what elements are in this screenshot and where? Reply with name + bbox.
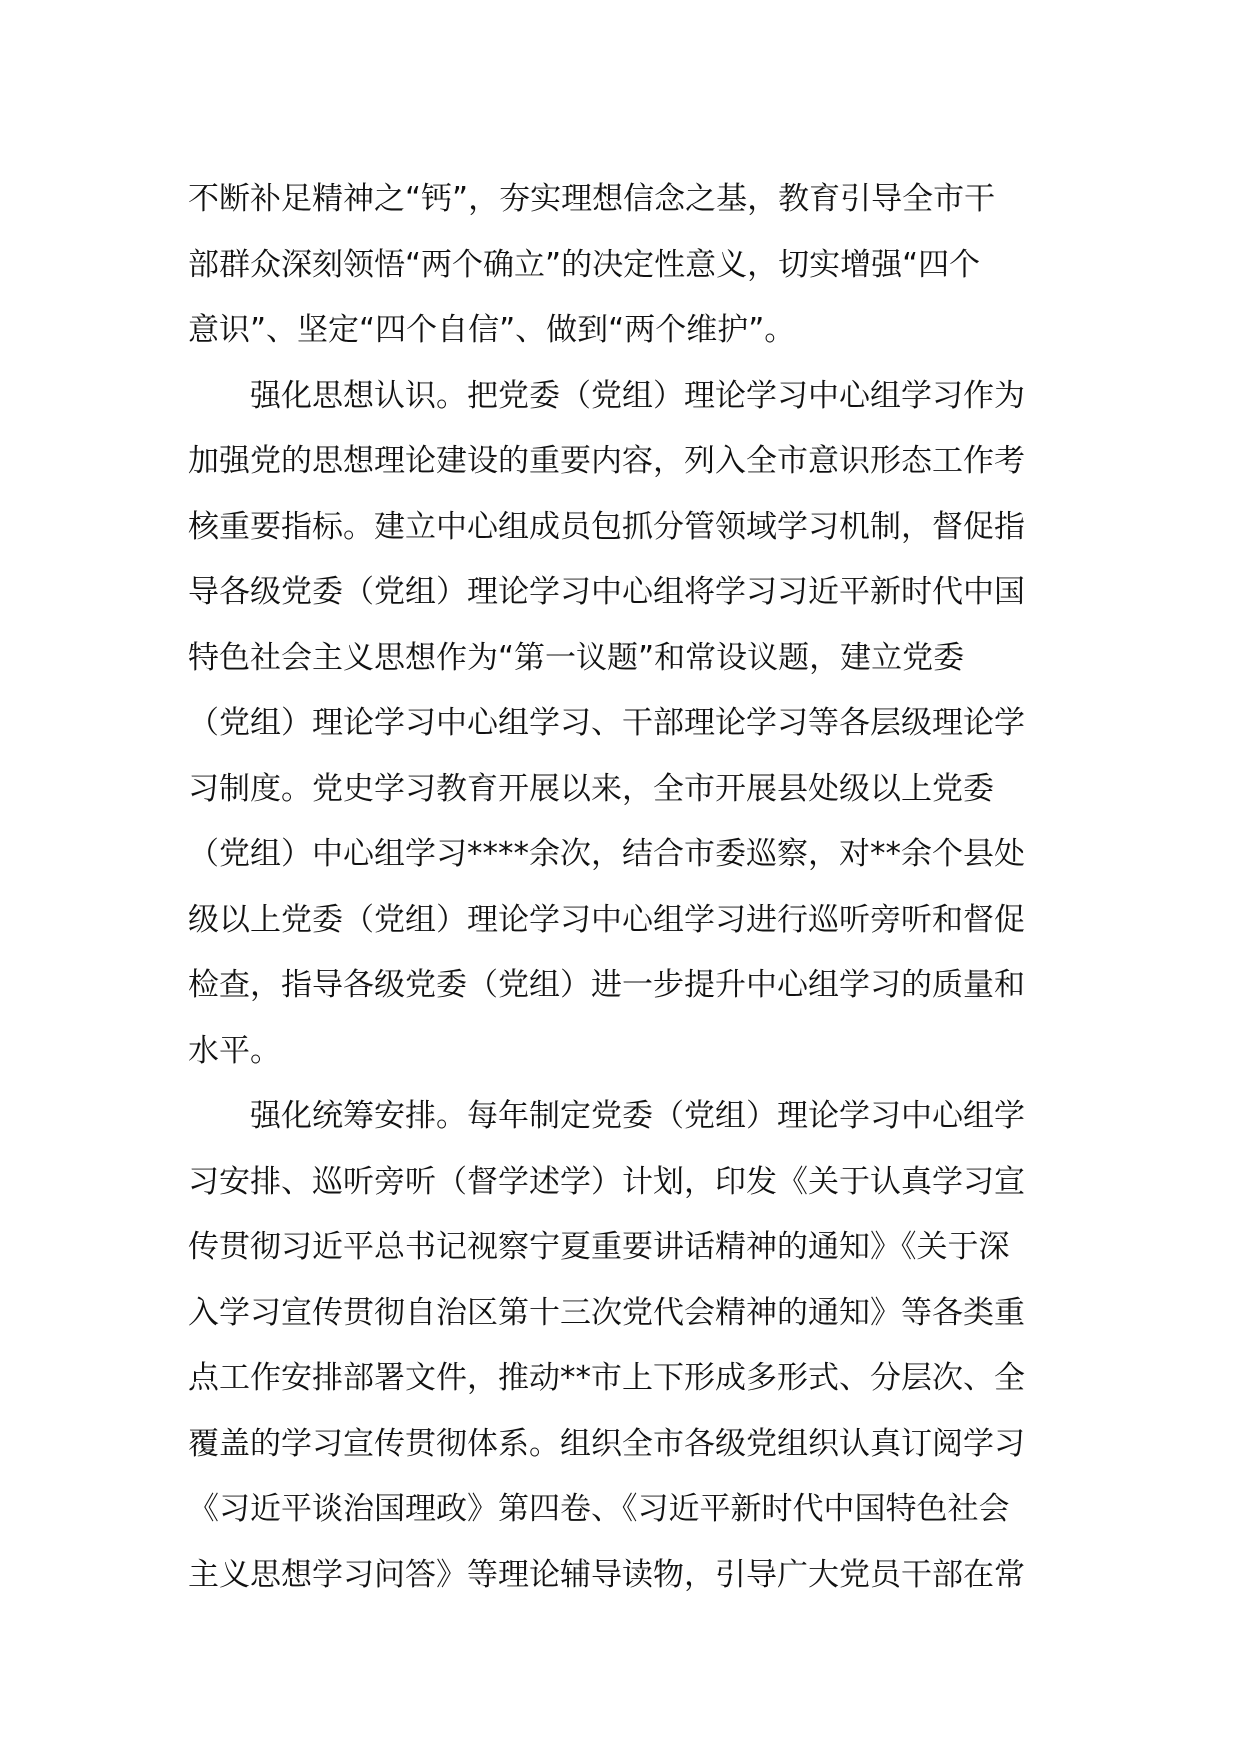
text-line: 加强党的思想理论建设的重要内容，列入全市意识形态工作考: [188, 443, 1025, 479]
text-line: 主义思想学习问答》等理论辅导读物，引导广大党员干部在常: [188, 1556, 1025, 1593]
text-line: 点工作安排部署文件，推动**市上下形成多形式、分层次、全: [188, 1360, 1025, 1396]
text-line: 习制度。党史学习教育开展以来，全市开展县处级以上党委: [188, 770, 994, 807]
text-line: 覆盖的学习宣传贯彻体系。组织全市各级党组织认真订阅学习: [188, 1425, 1025, 1462]
text-line: 意识”、坚定“四个自信”、做到“两个维护”。: [188, 312, 796, 348]
text-line: 《习近平谈治国理政》第四卷、《习近平新时代中国特色社会: [188, 1491, 1010, 1527]
text-line: 级以上党委（党组）理论学习中心组学习进行巡听旁听和督促: [188, 901, 1025, 938]
paragraph: [188, 1084, 1058, 1608]
text-line: 水平。: [188, 1032, 281, 1069]
text-line: 检查，指导各级党委（党组）进一步提升中心组学习的质量和: [188, 967, 1025, 1003]
paragraph: [188, 364, 1058, 1085]
paragraph: [188, 167, 1058, 364]
text-line: 强化统筹安排。每年制定党委（党组）理论学习中心组学: [250, 1098, 1025, 1134]
text-line: 核重要指标。建立中心组成员包抓分管领域学习机制，督促指: [188, 508, 1025, 545]
text-line: （党组）中心组学习****余次，结合市委巡察，对**余个县处: [188, 836, 1025, 872]
text-line: （党组）理论学习中心组学习、干部理论学习等各层级理论学: [188, 705, 1025, 741]
text-line: 入学习宣传贯彻自治区第十三次党代会精神的通知》等各类重: [188, 1294, 1025, 1331]
text-line: 部群众深刻领悟“两个确立”的决定性意义，切实增强“四个: [188, 246, 981, 283]
document-body: [188, 167, 1058, 1608]
text-line: 强化思想认识。把党委（党组）理论学习中心组学习作为: [250, 377, 1025, 414]
text-line: 习安排、巡听旁听（督学述学）计划，印发《关于认真学习宣: [188, 1163, 1025, 1200]
text-line: 导各级党委（党组）理论学习中心组将学习习近平新时代中国: [188, 574, 1025, 610]
text-line: 传贯彻习近平总书记视察宁夏重要讲话精神的通知》《关于深: [188, 1229, 1010, 1265]
text-line: 特色社会主义思想作为“第一议题”和常设议题，建立党委: [188, 639, 965, 676]
text-line: 不断补足精神之“钙”，夯实理想信念之基，教育引导全市干: [188, 181, 996, 217]
